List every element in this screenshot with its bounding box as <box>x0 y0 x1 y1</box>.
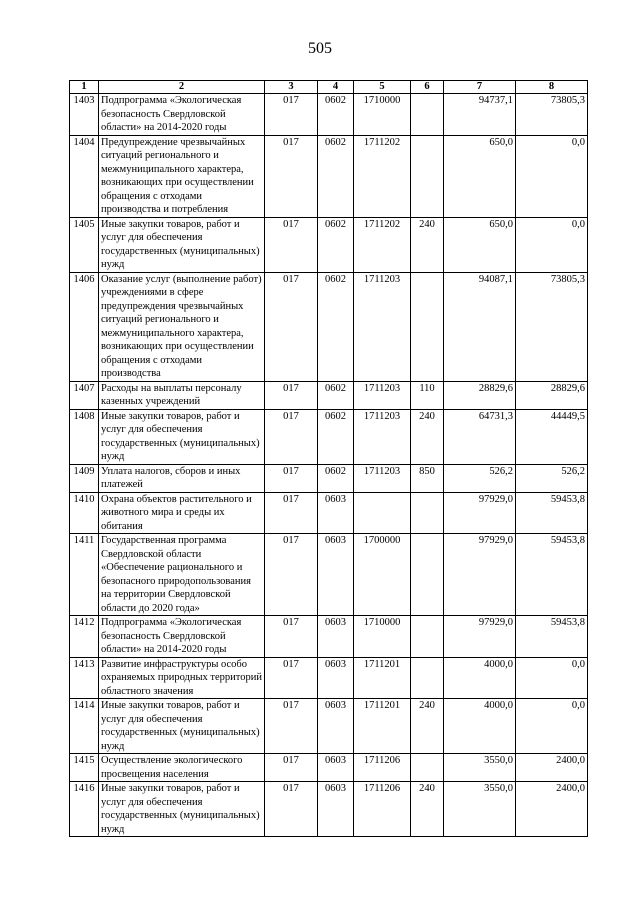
row-target-code: 1711203 <box>354 409 411 464</box>
row-target-code: 1710000 <box>354 616 411 658</box>
row-amount-2: 2400,0 <box>516 782 588 837</box>
row-amount-2: 526,2 <box>516 464 588 492</box>
row-amount-2: 73805,3 <box>516 94 588 136</box>
table-row <box>70 217 588 272</box>
table-row <box>70 492 588 534</box>
row-amount-2: 0,0 <box>516 699 588 754</box>
row-admin-code: 017 <box>265 381 318 409</box>
row-amount-1: 3550,0 <box>444 754 516 782</box>
row-number: 1416 <box>70 782 99 837</box>
row-target-code: 1711202 <box>354 135 411 217</box>
row-target-code: 1711203 <box>354 464 411 492</box>
row-number: 1409 <box>70 464 99 492</box>
column-header: 7 <box>444 81 516 94</box>
row-target-code: 1711201 <box>354 699 411 754</box>
row-amount-2: 0,0 <box>516 217 588 272</box>
row-section-code: 0603 <box>318 492 354 534</box>
row-target-code: 1711201 <box>354 657 411 699</box>
row-target-code: 1711206 <box>354 754 411 782</box>
row-target-code: 1711203 <box>354 381 411 409</box>
row-expense-type: 240 <box>411 782 444 837</box>
row-amount-2: 59453,8 <box>516 492 588 534</box>
row-section-code: 0603 <box>318 534 354 616</box>
row-expense-type: 850 <box>411 464 444 492</box>
row-admin-code: 017 <box>265 272 318 381</box>
row-amount-2: 28829,6 <box>516 381 588 409</box>
row-name: Иные закупки товаров, работ и услуг для обеспечения государственных (муниципальных) нужд <box>99 217 265 272</box>
row-name: Охрана объектов растительного и животного мира и среды их обитания <box>99 492 265 534</box>
row-name: Государственная программа Свердловской области «Обеспечение рационального и безопасного природопользования на территории Свердловской области до 2020 года» <box>99 534 265 616</box>
row-expense-type <box>411 534 444 616</box>
column-header: 4 <box>318 81 354 94</box>
row-admin-code: 017 <box>265 754 318 782</box>
row-amount-2: 44449,5 <box>516 409 588 464</box>
table-row <box>70 94 588 136</box>
row-admin-code: 017 <box>265 782 318 837</box>
row-amount-1: 64731,3 <box>444 409 516 464</box>
row-amount-2: 0,0 <box>516 135 588 217</box>
column-header: 1 <box>70 81 99 94</box>
table-row <box>70 534 588 616</box>
row-target-code: 1711202 <box>354 217 411 272</box>
row-name: Оказание услуг (выполнение работ) учреждениями в сфере предупреждения чрезвычайных ситуаций регионального и межмуниципального характера, возникающих при осуществлении обращения с отходами производства <box>99 272 265 381</box>
row-amount-1: 526,2 <box>444 464 516 492</box>
row-expense-type <box>411 754 444 782</box>
row-expense-type <box>411 272 444 381</box>
row-amount-1: 650,0 <box>444 217 516 272</box>
row-target-code: 1700000 <box>354 534 411 616</box>
row-amount-1: 94737,1 <box>444 94 516 136</box>
table-row <box>70 616 588 658</box>
row-name: Предупреждение чрезвычайных ситуаций регионального и межмуниципального характера, возникающих при осуществлении обращения с отходами производства и потребления <box>99 135 265 217</box>
table-row <box>70 381 588 409</box>
row-expense-type <box>411 492 444 534</box>
budget-table <box>69 80 588 837</box>
row-number: 1405 <box>70 217 99 272</box>
row-name: Иные закупки товаров, работ и услуг для обеспечения государственных (муниципальных) нужд <box>99 699 265 754</box>
column-header: 2 <box>99 81 265 94</box>
row-amount-2: 0,0 <box>516 657 588 699</box>
table-row <box>70 135 588 217</box>
table-row <box>70 409 588 464</box>
row-number: 1403 <box>70 94 99 136</box>
row-number: 1411 <box>70 534 99 616</box>
column-header: 8 <box>516 81 588 94</box>
table-row <box>70 464 588 492</box>
row-name: Развитие инфраструктуры особо охраняемых природных территорий областного значения <box>99 657 265 699</box>
row-number: 1407 <box>70 381 99 409</box>
row-number: 1406 <box>70 272 99 381</box>
row-number: 1408 <box>70 409 99 464</box>
row-expense-type <box>411 657 444 699</box>
row-section-code: 0602 <box>318 464 354 492</box>
page-number: 505 <box>308 40 332 57</box>
row-section-code: 0602 <box>318 217 354 272</box>
column-header: 6 <box>411 81 444 94</box>
row-admin-code: 017 <box>265 616 318 658</box>
row-target-code: 1711206 <box>354 782 411 837</box>
row-section-code: 0603 <box>318 699 354 754</box>
table-row <box>70 754 588 782</box>
row-admin-code: 017 <box>265 135 318 217</box>
row-expense-type: 240 <box>411 699 444 754</box>
row-amount-1: 97929,0 <box>444 534 516 616</box>
row-name: Уплата налогов, сборов и иных платежей <box>99 464 265 492</box>
row-section-code: 0603 <box>318 616 354 658</box>
row-expense-type <box>411 616 444 658</box>
row-name: Иные закупки товаров, работ и услуг для обеспечения государственных (муниципальных) нужд <box>99 409 265 464</box>
row-section-code: 0603 <box>318 657 354 699</box>
row-amount-2: 59453,8 <box>516 534 588 616</box>
row-number: 1415 <box>70 754 99 782</box>
row-number: 1414 <box>70 699 99 754</box>
row-name: Подпрограмма «Экологическая безопасность Свердловской области» на 2014-2020 годы <box>99 616 265 658</box>
table-row <box>70 699 588 754</box>
row-amount-2: 73805,3 <box>516 272 588 381</box>
column-header: 3 <box>265 81 318 94</box>
row-section-code: 0602 <box>318 135 354 217</box>
row-section-code: 0603 <box>318 782 354 837</box>
row-number: 1413 <box>70 657 99 699</box>
table-row <box>70 782 588 837</box>
row-amount-1: 94087,1 <box>444 272 516 381</box>
row-admin-code: 017 <box>265 464 318 492</box>
row-amount-1: 3550,0 <box>444 782 516 837</box>
row-expense-type <box>411 135 444 217</box>
row-name: Иные закупки товаров, работ и услуг для обеспечения государственных (муниципальных) нужд <box>99 782 265 837</box>
row-target-code <box>354 492 411 534</box>
row-expense-type <box>411 94 444 136</box>
row-number: 1410 <box>70 492 99 534</box>
row-amount-1: 28829,6 <box>444 381 516 409</box>
row-name: Подпрограмма «Экологическая безопасность Свердловской области» на 2014-2020 годы <box>99 94 265 136</box>
row-name: Расходы на выплаты персоналу казенных учреждений <box>99 381 265 409</box>
row-expense-type: 240 <box>411 409 444 464</box>
row-target-code: 1710000 <box>354 94 411 136</box>
row-expense-type: 110 <box>411 381 444 409</box>
row-admin-code: 017 <box>265 492 318 534</box>
table-row <box>70 272 588 381</box>
row-admin-code: 017 <box>265 94 318 136</box>
row-admin-code: 017 <box>265 699 318 754</box>
row-amount-1: 97929,0 <box>444 492 516 534</box>
row-amount-1: 97929,0 <box>444 616 516 658</box>
row-target-code: 1711203 <box>354 272 411 381</box>
row-admin-code: 017 <box>265 217 318 272</box>
row-name: Осуществление экологического просвещения населения <box>99 754 265 782</box>
row-section-code: 0603 <box>318 754 354 782</box>
row-admin-code: 017 <box>265 657 318 699</box>
row-number: 1412 <box>70 616 99 658</box>
row-section-code: 0602 <box>318 409 354 464</box>
row-amount-2: 59453,8 <box>516 616 588 658</box>
row-section-code: 0602 <box>318 94 354 136</box>
row-amount-1: 650,0 <box>444 135 516 217</box>
row-section-code: 0602 <box>318 381 354 409</box>
row-admin-code: 017 <box>265 534 318 616</box>
column-header: 5 <box>354 81 411 94</box>
row-admin-code: 017 <box>265 409 318 464</box>
row-amount-2: 2400,0 <box>516 754 588 782</box>
row-expense-type: 240 <box>411 217 444 272</box>
header-row <box>70 81 588 94</box>
row-amount-1: 4000,0 <box>444 699 516 754</box>
row-number: 1404 <box>70 135 99 217</box>
row-amount-1: 4000,0 <box>444 657 516 699</box>
table-row <box>70 657 588 699</box>
row-section-code: 0602 <box>318 272 354 381</box>
